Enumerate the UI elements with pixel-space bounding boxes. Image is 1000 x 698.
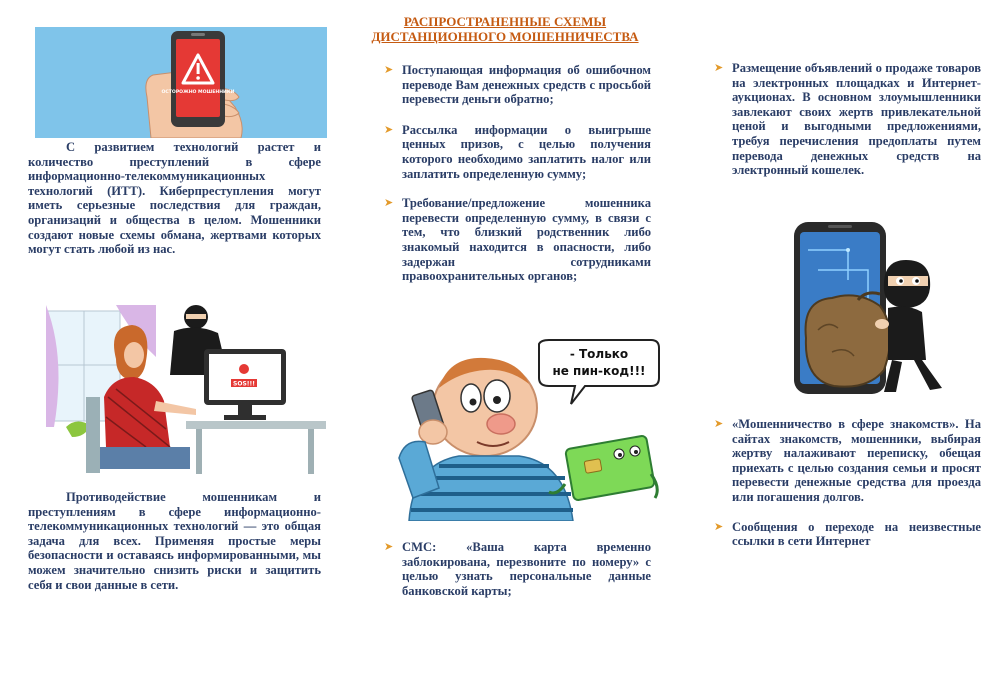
phone-warning-caption: ОСТОРОЖНО МОШЕННИКИ [161, 90, 235, 95]
screen-sos-text: SOS!!! [233, 380, 255, 388]
bullet-arrow-icon: ➤ [714, 61, 724, 74]
bullet-text: Сообщения о переходе на неизвестные ссылки в сети Интернет [732, 519, 981, 549]
bullet-text: «Мошенничество в сфере знакомств». На сайтах знакомств, мошенники, выбирая жертву налаживают переписку, обещая приехать с целью создания семьи и просят перевести денежные средства для проезда или погашения долгов. [732, 417, 981, 504]
bullet-arrow-icon: ➤ [384, 122, 394, 136]
dating-list [710, 417, 981, 549]
speech-line-2: не пин-код!!! [552, 364, 646, 378]
bullet-arrow-icon: ➤ [384, 196, 394, 210]
man-pin-code-cartoon [389, 338, 664, 521]
bullet-text: Размещение объявлений о продаже товаров на электронных площадках и Интернет-аукционах. В основном злоумышленники завлекают своих жертв привлекательной ценой и выгодными предложениями, требуя перечисления предоплаты путем перевода денежных средств на электронный кошелек. [732, 61, 981, 178]
bullet-arrow-icon: ➤ [714, 417, 724, 430]
bullet-text: Требование/предложение мошенника перевести определенную сумму, в связи с тем, что близкий родственник либо знакомый находится в опасности, либо задержан сотрудниками правоохранительных органов; [402, 196, 651, 284]
bullet-arrow-icon: ➤ [384, 63, 394, 76]
woman-at-computer-illustration [46, 297, 329, 474]
thief-with-phone-illustration [788, 220, 948, 398]
title-line-1: РАСПРОСТРАНЕННЫЕ СХЕМЫ [403, 14, 607, 29]
phone-warning-illustration [35, 27, 327, 138]
intro-paragraph: С развитием технологий растет и количество преступлений в сфере информационно-телекоммуникационных технологий (ИТТ). Киберпреступления могут иметь серьезные последствия для граждан, организаций и общества в целом. Мошенники создают новые схемы обмана, жертвами которых могут стать любой из нас. [28, 140, 321, 257]
bullet-arrow-icon: ➤ [384, 540, 394, 553]
list-item [380, 540, 651, 598]
list-item [380, 123, 651, 181]
brochure-title [360, 14, 650, 44]
list-item [710, 61, 981, 178]
speech-line-1: - Только [569, 347, 629, 361]
money-bag-icon [806, 293, 891, 387]
ads-list [710, 61, 981, 178]
bullet-arrow-icon: ➤ [714, 519, 724, 533]
counteraction-paragraph: Противодействие мошенникам и преступлениям в сфере информационно-телекоммуникационных технологий — это общая задача для всех. Применяя простые меры безопасности и оставаясь информированными, мы можем значительно снизить риски и защитить себя и свои данные в сети. [28, 490, 321, 592]
bullet-text: Поступающая информация об ошибочном переводе Вам денежных средств с просьбой перевести деньги обратно; [402, 63, 651, 107]
sms-list [380, 540, 651, 598]
schemes-list [380, 63, 651, 284]
bullet-text: СМС: «Ваша карта временно заблокирована, перезвоните по номеру» с целью узнать персональные данные банковской карты; [402, 540, 651, 598]
bullet-text: Рассылка информации о выигрыше ценных призов, с целью получения которого необходимо заплатить налог или заплатить определенную сумму; [402, 122, 651, 181]
list-item [710, 417, 981, 505]
title-line-2: ДИСТАНЦИОННОГО МОШЕННИЧЕСТВА [371, 29, 639, 44]
list-item [710, 520, 981, 549]
list-item [380, 196, 651, 284]
list-item [380, 63, 651, 107]
